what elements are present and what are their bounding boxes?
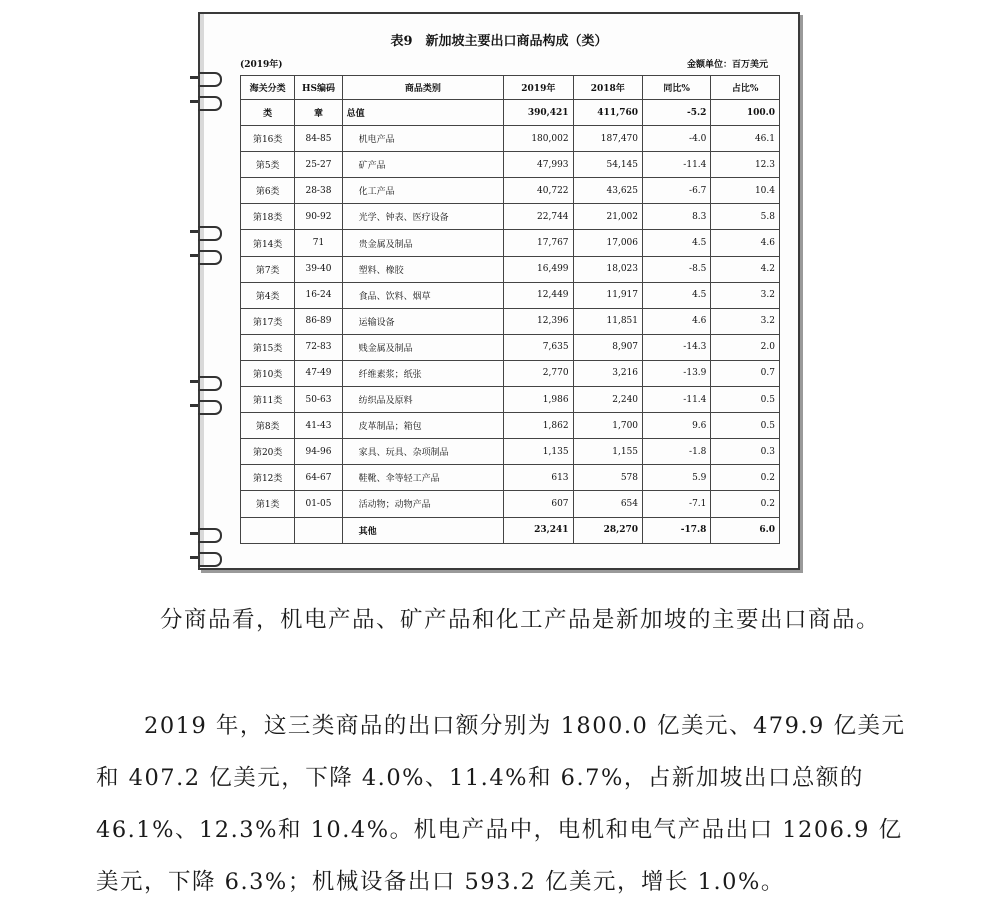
cell-2018: 1,155 xyxy=(573,439,642,465)
cell-hs: 94-96 xyxy=(295,439,342,465)
cell-hs: 90-92 xyxy=(295,204,342,230)
cell-class: 第11类 xyxy=(241,387,295,413)
table-row xyxy=(241,282,780,308)
cell-class: 类 xyxy=(241,100,295,126)
cell-share: 3.2 xyxy=(711,308,780,334)
cell-share: 0.5 xyxy=(711,387,780,413)
cell-share: 6.0 xyxy=(711,517,780,543)
cell-category: 活动物；动物产品 xyxy=(342,491,504,517)
cell-hs: 50-63 xyxy=(295,387,342,413)
cell-2018: 18,023 xyxy=(573,256,642,282)
cell-2019: 47,993 xyxy=(504,152,573,178)
cell-class: 第10类 xyxy=(241,360,295,386)
cell-2018: 2,240 xyxy=(573,387,642,413)
header-hs-code: HS编码 xyxy=(295,76,342,100)
cell-2019: 1,986 xyxy=(504,387,573,413)
cell-yoy: 4.5 xyxy=(643,282,711,308)
cell-category: 运输设备 xyxy=(342,308,504,334)
cell-2018: 11,917 xyxy=(573,282,642,308)
binder-ring xyxy=(198,376,222,391)
cell-yoy: -4.0 xyxy=(643,126,711,152)
cell-2019: 12,396 xyxy=(504,308,573,334)
cell-yoy: -17.8 xyxy=(643,517,711,543)
table-row xyxy=(241,152,780,178)
table-row xyxy=(241,230,780,256)
cell-2018: 17,006 xyxy=(573,230,642,256)
cell-share: 0.7 xyxy=(711,360,780,386)
header-yoy: 同比% xyxy=(643,76,711,100)
cell-hs: 41-43 xyxy=(295,413,342,439)
cell-category: 家具、玩具、杂项制品 xyxy=(342,439,504,465)
cell-share: 0.5 xyxy=(711,413,780,439)
header-2019: 2019年 xyxy=(504,76,573,100)
cell-share: 46.1 xyxy=(711,126,780,152)
cell-yoy: 8.3 xyxy=(643,204,711,230)
cell-yoy: -7.1 xyxy=(643,491,711,517)
table-row xyxy=(241,256,780,282)
binder-ring xyxy=(198,226,222,241)
cell-2019: 22,744 xyxy=(504,204,573,230)
cell-yoy: -6.7 xyxy=(643,178,711,204)
table-row-total xyxy=(241,100,780,126)
cell-category: 皮革制品；箱包 xyxy=(342,413,504,439)
cell-yoy: -14.3 xyxy=(643,334,711,360)
cell-2019: 23,241 xyxy=(504,517,573,543)
binder-ring xyxy=(198,250,222,265)
cell-2019: 7,635 xyxy=(504,334,573,360)
cell-hs: 章 xyxy=(295,100,342,126)
cell-class: 第16类 xyxy=(241,126,295,152)
cell-category: 贵金属及制品 xyxy=(342,230,504,256)
cell-2018: 43,625 xyxy=(573,178,642,204)
cell-class: 第4类 xyxy=(241,282,295,308)
body-paragraph-1: 分商品看，机电产品、矿产品和化工产品是新加坡的主要出口商品。 xyxy=(160,607,881,633)
table-unit-label: 金额单位：百万美元 xyxy=(686,60,768,70)
cell-hs xyxy=(295,517,342,543)
cell-hs: 71 xyxy=(295,230,342,256)
table-row-other xyxy=(241,517,780,543)
cell-yoy: 9.6 xyxy=(643,413,711,439)
cell-category: 食品、饮料、烟草 xyxy=(342,282,504,308)
cell-hs: 86-89 xyxy=(295,308,342,334)
binder-ring xyxy=(198,400,222,415)
cell-2019: 2,770 xyxy=(504,360,573,386)
cell-2019: 390,421 xyxy=(504,100,573,126)
cell-class: 第6类 xyxy=(241,178,295,204)
cell-yoy: -1.8 xyxy=(643,439,711,465)
table-header-row xyxy=(241,76,780,100)
cell-2019: 12,449 xyxy=(504,282,573,308)
cell-category: 矿产品 xyxy=(342,152,504,178)
cell-2019: 613 xyxy=(504,465,573,491)
cell-yoy: -5.2 xyxy=(643,100,711,126)
cell-2019: 607 xyxy=(504,491,573,517)
cell-yoy: -11.4 xyxy=(643,152,711,178)
cell-share: 100.0 xyxy=(711,100,780,126)
header-customs-class: 海关分类 xyxy=(241,76,295,100)
cell-2018: 411,760 xyxy=(573,100,642,126)
cell-hs: 16-24 xyxy=(295,282,342,308)
cell-share: 4.6 xyxy=(711,230,780,256)
cell-2018: 54,145 xyxy=(573,152,642,178)
binder-ring xyxy=(198,552,222,567)
cell-2018: 28,270 xyxy=(573,517,642,543)
table-row xyxy=(241,387,780,413)
cell-category: 其他 xyxy=(342,517,504,543)
table-row xyxy=(241,308,780,334)
cell-yoy: -8.5 xyxy=(643,256,711,282)
cell-class: 第14类 xyxy=(241,230,295,256)
cell-hs: 64-67 xyxy=(295,465,342,491)
table-row xyxy=(241,204,780,230)
header-category: 商品类别 xyxy=(342,76,504,100)
cell-share: 3.2 xyxy=(711,282,780,308)
cell-yoy: -13.9 xyxy=(643,360,711,386)
cell-2018: 578 xyxy=(573,465,642,491)
header-2018: 2018年 xyxy=(573,76,642,100)
cell-share: 0.3 xyxy=(711,439,780,465)
binder-ring xyxy=(198,96,222,111)
cell-2018: 11,851 xyxy=(573,308,642,334)
cell-category: 化工产品 xyxy=(342,178,504,204)
cell-yoy: 4.5 xyxy=(643,230,711,256)
table-row xyxy=(241,334,780,360)
cell-2018: 1,700 xyxy=(573,413,642,439)
cell-2018: 3,216 xyxy=(573,360,642,386)
cell-category: 贱金属及制品 xyxy=(342,334,504,360)
cell-yoy: 5.9 xyxy=(643,465,711,491)
cell-share: 5.8 xyxy=(711,204,780,230)
header-share: 占比% xyxy=(711,76,780,100)
cell-category: 纺织品及原料 xyxy=(342,387,504,413)
cell-2018: 8,907 xyxy=(573,334,642,360)
cell-class: 第7类 xyxy=(241,256,295,282)
table-row xyxy=(241,126,780,152)
table-row xyxy=(241,360,780,386)
cell-class: 第8类 xyxy=(241,413,295,439)
cell-yoy: 4.6 xyxy=(643,308,711,334)
cell-hs: 72-83 xyxy=(295,334,342,360)
cell-share: 0.2 xyxy=(711,491,780,517)
cell-hs: 84-85 xyxy=(295,126,342,152)
binder-ring xyxy=(198,72,222,87)
export-composition-table xyxy=(240,75,780,544)
cell-category: 机电产品 xyxy=(342,126,504,152)
cell-hs: 47-49 xyxy=(295,360,342,386)
cell-class: 第1类 xyxy=(241,491,295,517)
cell-2019: 16,499 xyxy=(504,256,573,282)
cell-2019: 40,722 xyxy=(504,178,573,204)
cell-class: 第20类 xyxy=(241,439,295,465)
cell-class: 第12类 xyxy=(241,465,295,491)
cell-category: 总值 xyxy=(342,100,504,126)
cell-category: 纤维素浆；纸张 xyxy=(342,360,504,386)
cell-hs: 25-27 xyxy=(295,152,342,178)
cell-share: 10.4 xyxy=(711,178,780,204)
cell-2018: 21,002 xyxy=(573,204,642,230)
table-row xyxy=(241,413,780,439)
cell-class xyxy=(241,517,295,543)
cell-class: 第17类 xyxy=(241,308,295,334)
cell-hs: 01-05 xyxy=(295,491,342,517)
cell-class: 第18类 xyxy=(241,204,295,230)
table-row xyxy=(241,491,780,517)
cell-category: 塑料、橡胶 xyxy=(342,256,504,282)
binder-ring xyxy=(198,528,222,543)
cell-2019: 1,862 xyxy=(504,413,573,439)
table-row xyxy=(241,439,780,465)
cell-share: 4.2 xyxy=(711,256,780,282)
cell-2019: 180,002 xyxy=(504,126,573,152)
table-row xyxy=(241,465,780,491)
table-row xyxy=(241,178,780,204)
cell-share: 12.3 xyxy=(711,152,780,178)
cell-class: 第5类 xyxy=(241,152,295,178)
cell-category: 光学、钟表、医疗设备 xyxy=(342,204,504,230)
cell-share: 0.2 xyxy=(711,465,780,491)
cell-hs: 39-40 xyxy=(295,256,342,282)
cell-2018: 654 xyxy=(573,491,642,517)
table-year-label: (2019年) xyxy=(240,60,283,70)
cell-2019: 1,135 xyxy=(504,439,573,465)
cell-category: 鞋靴、伞等轻工产品 xyxy=(342,465,504,491)
cell-2018: 187,470 xyxy=(573,126,642,152)
cell-yoy: -11.4 xyxy=(643,387,711,413)
cell-share: 2.0 xyxy=(711,334,780,360)
cell-class: 第15类 xyxy=(241,334,295,360)
body-paragraph-2: 2019 年，这三类商品的出口额分别为 1800.0 亿美元、479.9 亿美元和 407.2 亿美元，下降 4.0%、11.4%和 6.7%，占新加坡出口总额的 46.1%、12.3%和 10.4%。机电产品中，电机和电气产品出口 1206.9 亿美元，下降 6.3%；机械设备出口 593.2 亿美元，增长 1.0%。 xyxy=(96,713,906,895)
table-title: 表9 新加坡主要出口商品构成（类） xyxy=(390,34,608,49)
cell-hs: 28-38 xyxy=(295,178,342,204)
cell-2019: 17,767 xyxy=(504,230,573,256)
